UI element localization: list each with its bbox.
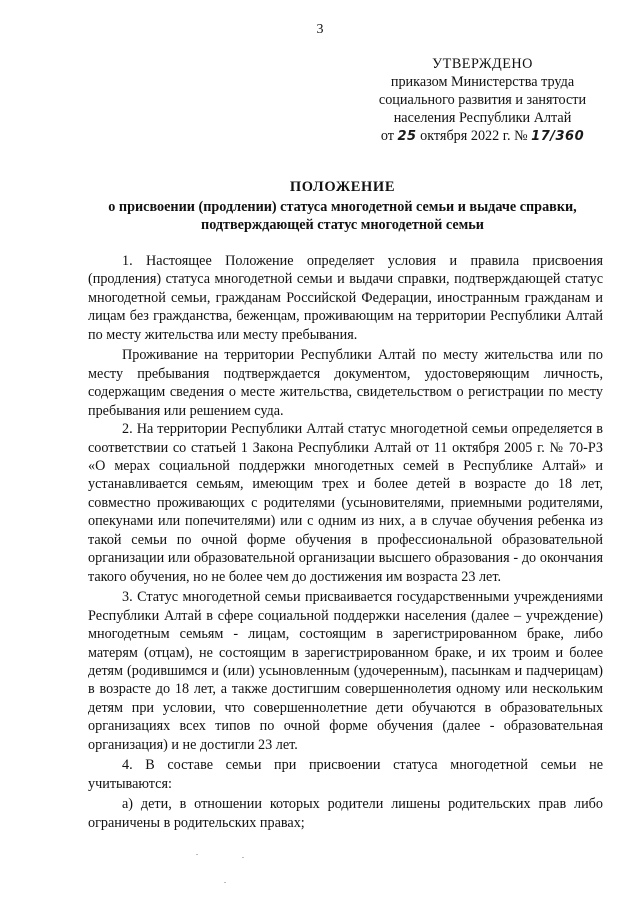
page-number: 3 — [316, 22, 324, 37]
scan-artifact — [196, 854, 198, 855]
approval-line-2: социального развития и занятости — [378, 92, 587, 108]
approval-line-1: приказом Министерства труда — [390, 74, 575, 90]
scan-artifact — [224, 882, 226, 883]
approval-date-line — [360, 127, 605, 146]
date-middle: октября 2022 г. № — [420, 128, 528, 144]
handwritten-order-number: 17/360 — [531, 129, 585, 144]
approval-stamp — [360, 55, 605, 146]
paragraph-4: 4. В составе семьи при присвоении статуса многодетной семьи не учитываются: — [88, 757, 603, 792]
document-subtitle-line-1: о присвоении (продлении) статуса многодетной семьи и выдаче справки, — [108, 199, 577, 215]
document-title: ПОЛОЖЕНИЕ — [289, 179, 396, 195]
approval-line-3: населения Республики Алтай — [393, 110, 572, 126]
scan-artifact — [242, 857, 244, 858]
paragraph-4a: а) дети, в отношении которых родители лишены родительских прав либо ограничены в родительских правах; — [88, 796, 603, 831]
paragraph-2: 2. На территории Республики Алтай статус многодетной семьи определяется в соответствии со статьей 1 Закона Республики Алтай от 11 октября 2005 г. № 70-РЗ «О мерах социальной поддержки многодетных семей в Республике Алтай» и устанавливается семьям, имеющим трех и более детей в возрасте до 18 лет, совместно проживающих с родителями (усыновителями, приемными родителями, опекунами или попечителями) или с одним из них, а в случае обучения ребенка из такой семьи по очной форме обучения в профессиональной образовательной организации или образовательной организации высшего образования - до окончания такого обучения, но не более чем до достижения им возраста 23 лет. — [88, 421, 603, 585]
date-prefix: от — [380, 128, 394, 144]
paragraph-1-residence: Проживание на территории Республики Алтай по месту жительства или по месту пребывания подтверждается документом, удостоверяющим личность, содержащим сведения о месте жительства, свидетельством о регистрации по месту пребывания или решением суда. — [88, 347, 603, 419]
paragraph-1: 1. Настоящее Положение определяет условия и правила присвоения (продления) статуса многодетной семьи и выдачи справки, подтверждающей статус многодетной семьи, гражданам Российской Федерации, иностранным гражданам и лицам без гражданства, беженцам, проживающим на территории Республики Алтай по месту жительства или месту пребывания. — [88, 253, 603, 343]
document-body — [88, 252, 603, 832]
approval-heading: УТВЕРЖДЕНО — [432, 56, 533, 72]
document-subtitle-line-2: подтверждающей статус многодетной семьи — [201, 217, 484, 233]
paragraph-3: 3. Статус многодетной семьи присваивается государственными учреждениями Республики Алтай в сфере социальной поддержки населения (далее – учреждение) многодетным семьям - лицам, состоящим в зарегистрированном браке, либо матерям (отцам), не состоящим в зарегистрированном браке, и их троим и более детям (родившимся и (или) усыновленным (удочеренным), пасынкам и падчерицам) в возрасте до 18 лет, а также достигшим совершеннолетия одному или нескольким детям при условии, что совершеннолетние дети обучаются в образовательных организациях всех типов по очной форме обучения (далее - образовательная организация) и не достигли 23 лет. — [88, 589, 603, 753]
handwritten-day: 25 — [397, 129, 417, 144]
document-title-block — [60, 178, 625, 234]
